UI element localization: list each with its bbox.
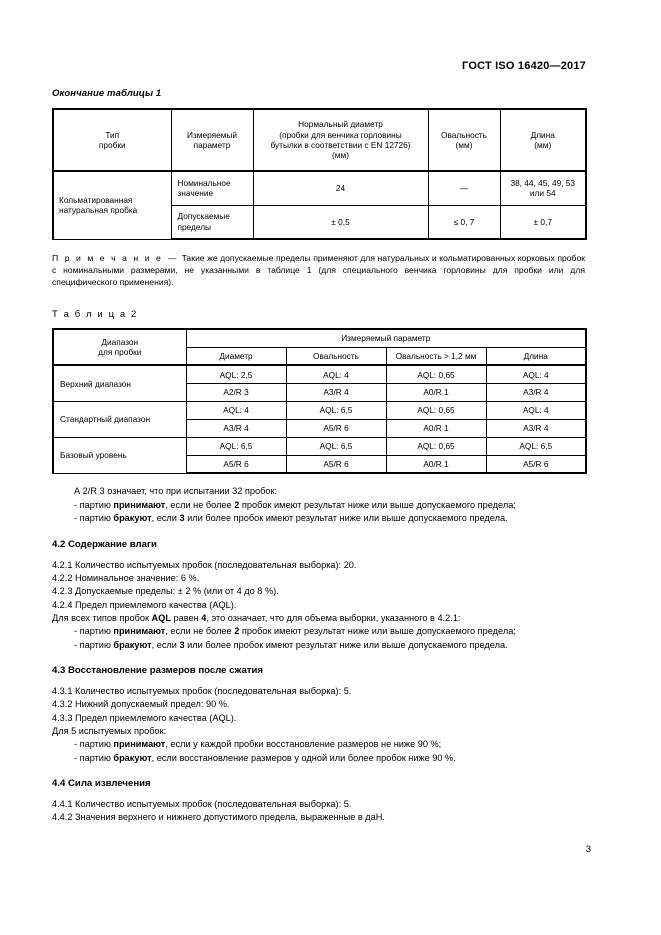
table1-col-ovality-line1: Овальность (440, 129, 487, 140)
table-row (53, 171, 586, 205)
ar-accept-count: 2 (234, 499, 240, 510)
table1-note (52, 252, 585, 289)
section-4-2 (52, 539, 585, 652)
table2-cell-aql-ovality-gt-upper: AQL: 0,65 (386, 365, 486, 383)
table2-rowlabel-base: Базовый уровень (53, 437, 186, 473)
clause-4-2-accept-rule (52, 625, 585, 638)
table1-cell-param-nominal (171, 171, 253, 205)
clause-4-3-accept-post: , если у каждой пробки восстановление размеров не ниже 90 %; (165, 739, 442, 750)
table1-cell-param-tolerance-line2: пределы (177, 221, 212, 232)
table1-note-dash: — (162, 253, 182, 263)
table1-cell-type (53, 171, 171, 239)
clause-4-2-accept-verb: принимают (113, 626, 166, 637)
table1-cell-length-nominal-line1: 38, 44, 45, 49, 53 (510, 177, 576, 188)
ar-accept-pre: - партию (74, 499, 114, 510)
table2-cell-aql-diameter-standard: AQL: 4 (186, 401, 286, 419)
table1-col-ovality (428, 109, 500, 171)
table2-col-sub-diameter: Диаметр (186, 348, 286, 366)
table2-cell-ar-ovality-gt-base: A0/R 1 (386, 455, 486, 473)
clause-4-3-accept-verb: принимают (113, 739, 166, 750)
table-row (53, 365, 586, 383)
table1-cell-param-tolerance (171, 205, 253, 239)
clause-4-2-reject-pre: - партию (74, 639, 114, 650)
section-4-3-title: 4.3 Восстановление размеров после сжатия (52, 664, 263, 676)
ar-reject-count: 3 (179, 513, 185, 524)
table1-col-length-line1: Длина (530, 129, 555, 140)
ar-explanation-block (52, 485, 585, 525)
table2-rowlabel-standard: Стандартный диапазон (53, 401, 186, 437)
table1-cell-diameter-nominal: 24 (253, 171, 428, 205)
table1-col-type-line2: пробки (98, 140, 126, 150)
clause-4-3-accept-rule (52, 738, 585, 751)
table1-cell-length-nominal (500, 171, 586, 205)
section-4-3 (52, 665, 585, 765)
table1-cell-param-tolerance-line1: Допускаемые (177, 211, 230, 222)
table2-col-range (53, 329, 186, 366)
clause-4-2-2: 4.2.2 Номинальное значение: 6 %. (52, 572, 200, 583)
section-4-2-title: 4.2 Содержание влаги (52, 538, 157, 550)
table1-cell-param-nominal-line2: значение (177, 188, 214, 199)
table2-cell-aql-diameter-upper: AQL: 2,5 (186, 365, 286, 383)
table2-cell-ar-length-upper: A3/R 4 (486, 383, 586, 401)
table2-cell-aql-ovality-gt-standard: AQL: 0,65 (386, 401, 486, 419)
clause-4-2-reject-mid: , если (151, 639, 180, 650)
table1-col-diameter (253, 109, 428, 171)
table1-col-type-line1: Тип (105, 129, 120, 140)
clause-4-3-reject-post: , если восстановление размеров у одной или более пробок ниже 90 %. (151, 752, 456, 763)
table2-col-group-param: Измеряемый параметр (186, 329, 586, 348)
table1-body (53, 171, 586, 239)
table2-cell-aql-ovality-gt-base: AQL: 0,65 (386, 437, 486, 455)
table2-cell-aql-ovality-standard: AQL: 6,5 (286, 401, 386, 419)
clause-4-2-4-aql: AQL (151, 612, 171, 623)
clause-4-4-1: 4.4.1 Количество испытуемых пробок (последовательная выборка): 5. (52, 798, 352, 809)
table1-col-ovality-line2: (мм) (455, 140, 473, 150)
clause-4-2-3: 4.2.3 Допускаемые пределы: ± 2 % (или от 4 до 8 %). (52, 586, 279, 597)
clause-4-2-4-post: , это означает, что для объема выборки, указанного в 4.2.1: (206, 612, 461, 623)
table1 (52, 108, 587, 240)
ar-intro: А 2/R 3 означает, что при испытании 32 пробок: (74, 486, 278, 497)
table1-cell-type-line2: натуральная пробка (59, 205, 138, 216)
table2-rowlabel-upper: Верхний диапазон (53, 365, 186, 401)
table2-cell-aql-ovality-base: AQL: 6,5 (286, 437, 386, 455)
table2-cell-ar-diameter-base: A5/R 6 (186, 455, 286, 473)
table2-col-range-line2: для пробки (98, 347, 142, 358)
clause-4-2-4-mid: равен (170, 612, 202, 623)
table2-cell-ar-ovality-base: A5/R 6 (286, 455, 386, 473)
table2-cell-ar-diameter-standard: A3/R 4 (186, 419, 286, 437)
table1-cell-type-line1: Кольматированная (59, 194, 133, 205)
table2-header-row-group (53, 329, 586, 348)
table1-col-param (171, 109, 253, 171)
ar-reject-verb: бракуют (113, 513, 152, 524)
clause-4-2-reject-rule (52, 639, 585, 652)
table2-head (53, 329, 586, 366)
ar-reject-mid: , если (151, 513, 180, 524)
clause-4-3-reject-rule (52, 752, 585, 765)
clause-4-2-accept-post: пробок имеют результат ниже или выше допускаемого предела; (239, 626, 516, 637)
ar-reject-post: или более пробок имеют результат ниже или выше допускаемого предела. (184, 513, 508, 524)
clause-4-2-accept-mid: , если не более (165, 626, 235, 637)
table1-cell-length-nominal-line2: или 54 (529, 188, 556, 199)
ar-reject-pre: - партию (74, 513, 114, 524)
table1-cell-ovality-tolerance: ≤ 0, 7 (428, 205, 500, 239)
table2-cell-ar-ovality-gt-standard: A0/R 1 (386, 419, 486, 437)
table2 (52, 328, 587, 475)
table2-cell-ar-length-base: A5/R 6 (486, 455, 586, 473)
table2-col-sub-length: Длина (486, 348, 586, 366)
clause-4-3-reject-pre: - партию (74, 752, 114, 763)
table1-col-diameter-line2: (пробки для венчика горловины (279, 129, 402, 140)
table2-cell-ar-ovality-gt-upper: A0/R 1 (386, 383, 486, 401)
table2-cell-aql-ovality-upper: AQL: 4 (286, 365, 386, 383)
table1-note-label: П р и м е ч а н и е (52, 253, 163, 263)
table2-caption: Т а б л и ц а 2 (52, 308, 138, 320)
table1-col-type (53, 109, 171, 171)
table2-cell-ar-length-standard: A3/R 4 (486, 419, 586, 437)
clause-4-2-reject-count: 3 (179, 639, 185, 650)
table1-col-param-line1: Измеряемый (186, 129, 238, 140)
table2-cell-aql-diameter-base: AQL: 6,5 (186, 437, 286, 455)
clause-4-2-4-pre: Для всех типов пробок (52, 612, 152, 623)
table1-note-text: Такие же допускаемые пределы применяют для натуральных и кольматированных корковых пробок с номинальными размерами, не указанными в таблице 1 (для специального венчика горловины для пробки или для специфического применения). (52, 253, 585, 288)
table2-col-sub-ovality: Овальность (286, 348, 386, 366)
clause-4-3-accept-pre: - партию (74, 739, 114, 750)
table2-col-sub-ovality-gt: Овальность > 1,2 мм (386, 348, 486, 366)
ar-accept-rule (52, 499, 585, 512)
table-row (53, 401, 586, 419)
table2-col-range-line1: Диапазон (101, 336, 139, 347)
table1-cell-ovality-nominal: — (428, 171, 500, 205)
table1-header-row (53, 109, 586, 171)
document-content (52, 88, 585, 825)
page-number: 3 (585, 844, 591, 855)
table1-col-length-line2: (мм) (534, 140, 552, 150)
table1-cell-diameter-tolerance: ± 0,5 (253, 205, 428, 239)
clause-4-2-1: 4.2.1 Количество испытуемых пробок (последовательная выборка): 20. (52, 559, 357, 570)
table1-head (53, 109, 586, 171)
clause-4-3-3: 4.3.3 Предел приемлемого качества (AQL). (52, 712, 237, 723)
section-4-4 (52, 778, 585, 825)
section-4-4-title: 4.4 Сила извлечения (52, 777, 151, 789)
clause-4-2-accept-count: 2 (234, 626, 240, 637)
table2-cell-aql-length-standard: AQL: 4 (486, 401, 586, 419)
table1-col-diameter-line3: бутылки в соответствии с EN 12726) (270, 140, 411, 150)
clause-4-2-accept-pre: - партию (74, 626, 114, 637)
clause-4-3-3-sample-line: Для 5 испытуемых пробок: (52, 725, 167, 736)
table2-body (53, 365, 586, 473)
document-header-standard-id: ГОСТ ISO 16420—2017 (462, 60, 586, 72)
clause-4-2-4-value: 4 (201, 612, 207, 623)
clause-4-2-reject-post: или более пробок имеют результат ниже или выше допускаемого предела. (184, 639, 508, 650)
ar-accept-verb: принимают (113, 499, 166, 510)
clause-4-4-2: 4.4.2 Значения верхнего и нижнего допустимого предела, выраженные в даН. (52, 812, 385, 823)
table1-cell-param-nominal-line1: Номинальное (177, 177, 231, 188)
clause-4-3-reject-verb: бракуют (113, 752, 152, 763)
ar-accept-post: пробок имеют результат ниже или выше допускаемого предела; (239, 499, 516, 510)
table2-cell-ar-ovality-upper: A3/R 4 (286, 383, 386, 401)
table2-cell-ar-ovality-standard: A5/R 6 (286, 419, 386, 437)
clause-4-2-reject-verb: бракуют (113, 639, 152, 650)
table1-cell-length-tolerance: ± 0,7 (500, 205, 586, 239)
table1-col-length (500, 109, 586, 171)
ar-reject-rule (52, 512, 585, 525)
table1-caption: Окончание таблицы 1 (52, 88, 162, 99)
table2-cell-aql-length-base: AQL: 6,5 (486, 437, 586, 455)
table-row (53, 437, 586, 455)
table2-cell-aql-length-upper: AQL: 4 (486, 365, 586, 383)
clause-4-2-4-explanation (52, 612, 585, 625)
table1-col-param-line2: параметр (193, 140, 231, 150)
clause-4-3-2: 4.3.2 Нижний допускаемый предел: 90 %. (52, 699, 230, 710)
table2-cell-ar-diameter-upper: A2/R 3 (186, 383, 286, 401)
table1-col-diameter-line4: (мм) (332, 150, 349, 161)
clause-4-2-4: 4.2.4 Предел приемлемого качества (AQL). (52, 599, 237, 610)
ar-accept-mid: , если не более (165, 499, 235, 510)
table1-col-diameter-line1: Нормальный диаметр (298, 119, 383, 130)
clause-4-3-1: 4.3.1 Количество испытуемых пробок (последовательная выборка): 5. (52, 685, 352, 696)
